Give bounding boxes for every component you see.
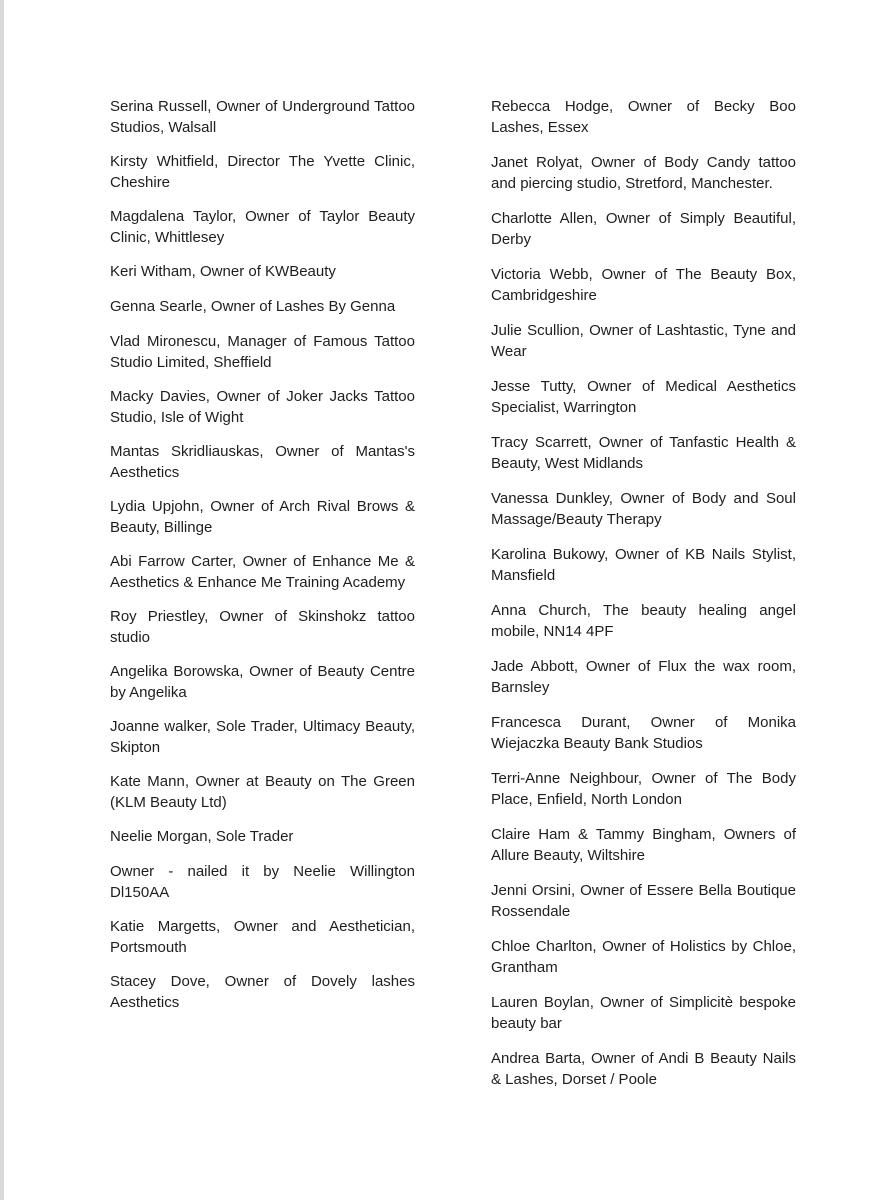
list-item: Kirsty Whitfield, Director The Yvette Clinic, Cheshire <box>110 153 415 191</box>
list-item: Genna Searle, Owner of Lashes By Genna <box>110 298 396 315</box>
list-item: Victoria Webb, Owner of The Beauty Box, Cambridgeshire <box>491 266 796 304</box>
list-item: Neelie Morgan, Sole Trader <box>110 828 294 845</box>
list-item: Roy Priestley, Owner of Skinshokz tattoo studio <box>110 608 415 646</box>
list-item: Macky Davies, Owner of Joker Jacks Tattoo Studio, Isle of Wight <box>110 388 415 426</box>
list-item: Stacey Dove, Owner of Dovely lashes Aesthetics <box>110 973 415 1011</box>
list-item: Julie Scullion, Owner of Lashtastic, Tyne and Wear <box>491 322 796 360</box>
list-item: Abi Farrow Carter, Owner of Enhance Me & Aesthetics & Enhance Me Training Academy <box>110 553 415 591</box>
list-item: Katie Margetts, Owner and Aesthetician, Portsmouth <box>110 918 415 956</box>
list-item: Rebecca Hodge, Owner of Becky Boo Lashes, Essex <box>491 98 796 136</box>
list-item: Francesca Durant, Owner of Monika Wiejaczka Beauty Bank Studios <box>491 714 796 752</box>
list-item: Jenni Orsini, Owner of Essere Bella Boutique Rossendale <box>491 882 796 920</box>
list-item: Anna Church, The beauty healing angel mobile, NN14 4PF <box>491 602 796 640</box>
list-item: Tracy Scarrett, Owner of Tanfastic Health & Beauty, West Midlands <box>491 434 796 472</box>
list-item: Jade Abbott, Owner of Flux the wax room, Barnsley <box>491 658 796 696</box>
list-item: Keri Witham, Owner of KWBeauty <box>110 263 336 280</box>
list-item: Janet Rolyat, Owner of Body Candy tattoo and piercing studio, Stretford, Manchester. <box>491 154 796 192</box>
list-item: Vanessa Dunkley, Owner of Body and Soul Massage/Beauty Therapy <box>491 490 796 528</box>
list-item: Lydia Upjohn, Owner of Arch Rival Brows & Beauty, Billinge <box>110 498 415 536</box>
list-item: Andrea Barta, Owner of Andi B Beauty Nails & Lashes, Dorset / Poole <box>491 1050 796 1088</box>
list-item: Charlotte Allen, Owner of Simply Beautiful, Derby <box>491 210 796 248</box>
list-item: Magdalena Taylor, Owner of Taylor Beauty Clinic, Whittlesey <box>110 208 415 246</box>
list-item: Jesse Tutty, Owner of Medical Aesthetics Specialist, Warrington <box>491 378 796 416</box>
list-item: Mantas Skridliauskas, Owner of Mantas's Aesthetics <box>110 443 415 481</box>
list-item: Claire Ham & Tammy Bingham, Owners of Allure Beauty, Wiltshire <box>491 826 796 864</box>
list-item: Serina Russell, Owner of Underground Tattoo Studios, Walsall <box>110 98 415 136</box>
list-item: Terri-Anne Neighbour, Owner of The Body Place, Enfield, North London <box>491 770 796 808</box>
list-item: Karolina Bukowy, Owner of KB Nails Stylist, Mansfield <box>491 546 796 584</box>
list-item: Joanne walker, Sole Trader, Ultimacy Beauty, Skipton <box>110 718 415 756</box>
list-item: Lauren Boylan, Owner of Simplicitè bespoke beauty bar <box>491 994 796 1032</box>
document-page <box>4 0 881 1200</box>
right-column <box>491 96 796 1104</box>
list-item: Owner - nailed it by Neelie Willington Dl150AA <box>110 863 415 901</box>
list-item: Kate Mann, Owner at Beauty on The Green (KLM Beauty Ltd) <box>110 773 415 811</box>
list-item: Angelika Borowska, Owner of Beauty Centre by Angelika <box>110 663 415 701</box>
list-item: Vlad Mironescu, Manager of Famous Tattoo Studio Limited, Sheffield <box>110 333 415 371</box>
left-column <box>110 96 415 1026</box>
list-item: Chloe Charlton, Owner of Holistics by Chloe, Grantham <box>491 938 796 976</box>
